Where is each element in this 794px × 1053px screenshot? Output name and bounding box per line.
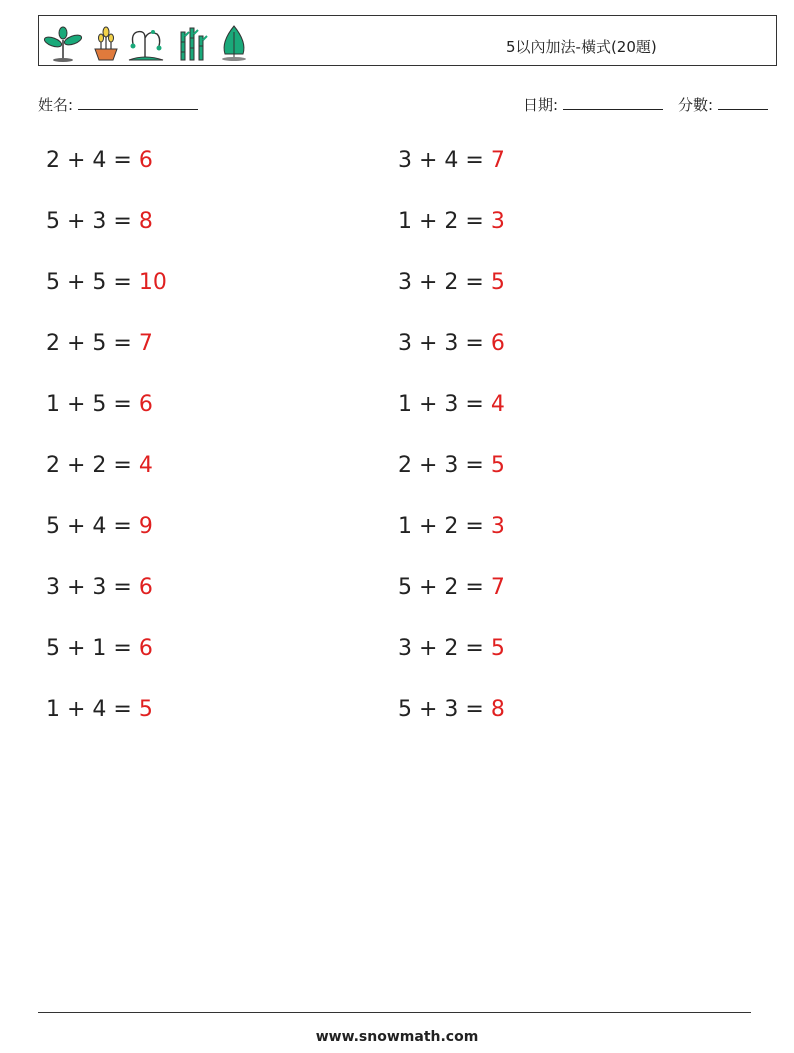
name-blank[interactable] bbox=[78, 95, 198, 110]
problem-item bbox=[398, 514, 505, 539]
score-label: 分數: bbox=[678, 96, 714, 114]
problem-item bbox=[398, 270, 505, 295]
problem-expression: 1 + 2 = bbox=[398, 514, 491, 539]
score-field[interactable] bbox=[678, 94, 768, 115]
score-blank[interactable] bbox=[718, 95, 768, 110]
problem-item bbox=[46, 270, 167, 295]
problem-expression: 3 + 3 = bbox=[398, 331, 491, 356]
tree-icon bbox=[217, 24, 251, 62]
problem-answer: 7 bbox=[490, 148, 505, 173]
problem-expression: 1 + 3 = bbox=[398, 392, 491, 417]
problem-item bbox=[398, 453, 505, 478]
problem-answer: 6 bbox=[490, 331, 505, 356]
problem-answer: 5 bbox=[490, 636, 505, 661]
problem-expression: 5 + 3 = bbox=[398, 697, 491, 722]
problem-item bbox=[398, 331, 505, 356]
problem-answer: 4 bbox=[490, 392, 505, 417]
problem-item bbox=[398, 636, 505, 661]
problem-item bbox=[398, 392, 505, 417]
problem-item bbox=[46, 148, 153, 173]
name-label: 姓名: bbox=[38, 96, 74, 114]
problem-answer: 6 bbox=[138, 636, 153, 661]
problem-expression: 5 + 3 = bbox=[46, 209, 139, 234]
problem-answer: 8 bbox=[138, 209, 153, 234]
problem-expression: 2 + 3 = bbox=[398, 453, 491, 478]
problem-expression: 5 + 2 = bbox=[398, 575, 491, 600]
problem-expression: 3 + 2 = bbox=[398, 270, 491, 295]
problem-answer: 5 bbox=[490, 453, 505, 478]
worksheet-title: 5以內加法-橫式(20題) bbox=[506, 38, 657, 56]
problem-expression: 3 + 3 = bbox=[46, 575, 139, 600]
problem-expression: 2 + 2 = bbox=[46, 453, 139, 478]
problem-answer: 6 bbox=[138, 392, 153, 417]
worksheet-header bbox=[38, 15, 777, 66]
problem-answer: 9 bbox=[138, 514, 153, 539]
footer-site: www.snowmath.com bbox=[315, 1029, 479, 1045]
problem-answer: 6 bbox=[138, 575, 153, 600]
problem-expression: 5 + 5 = bbox=[46, 270, 139, 295]
problem-expression: 5 + 1 = bbox=[46, 636, 139, 661]
problem-answer: 10 bbox=[138, 270, 167, 295]
problem-answer: 4 bbox=[138, 453, 153, 478]
problem-answer: 5 bbox=[138, 697, 153, 722]
bamboo-icon bbox=[173, 26, 209, 62]
problem-answer: 8 bbox=[490, 697, 505, 722]
problem-item bbox=[46, 697, 153, 722]
problem-expression: 1 + 2 = bbox=[398, 209, 491, 234]
problem-expression: 3 + 2 = bbox=[398, 636, 491, 661]
problem-expression: 5 + 4 = bbox=[46, 514, 139, 539]
problem-item bbox=[398, 697, 505, 722]
problem-answer: 6 bbox=[138, 148, 153, 173]
problem-item bbox=[46, 453, 153, 478]
name-field[interactable] bbox=[38, 94, 198, 115]
problem-item bbox=[46, 575, 153, 600]
problem-answer: 3 bbox=[490, 514, 505, 539]
problem-expression: 2 + 5 = bbox=[46, 331, 139, 356]
problem-answer: 3 bbox=[490, 209, 505, 234]
problem-answer: 5 bbox=[490, 270, 505, 295]
problem-expression: 1 + 4 = bbox=[46, 697, 139, 722]
date-blank[interactable] bbox=[563, 95, 663, 110]
footer-divider bbox=[38, 1012, 751, 1013]
problem-item bbox=[46, 209, 153, 234]
problem-expression: 2 + 4 = bbox=[46, 148, 139, 173]
potted-plant-icon bbox=[93, 24, 119, 62]
problem-item bbox=[398, 575, 505, 600]
problem-expression: 1 + 5 = bbox=[46, 392, 139, 417]
problem-expression: 3 + 4 = bbox=[398, 148, 491, 173]
problem-answer: 7 bbox=[490, 575, 505, 600]
willow-icon bbox=[127, 26, 165, 62]
problem-item bbox=[46, 636, 153, 661]
date-field[interactable] bbox=[523, 94, 663, 115]
problem-item bbox=[46, 514, 153, 539]
date-label: 日期: bbox=[523, 96, 559, 114]
sprout-icon bbox=[41, 26, 85, 62]
problem-item bbox=[46, 392, 153, 417]
problem-item bbox=[46, 331, 153, 356]
plant-icons bbox=[41, 22, 251, 62]
problem-answer: 7 bbox=[138, 331, 153, 356]
problem-item bbox=[398, 148, 505, 173]
problem-item bbox=[398, 209, 505, 234]
